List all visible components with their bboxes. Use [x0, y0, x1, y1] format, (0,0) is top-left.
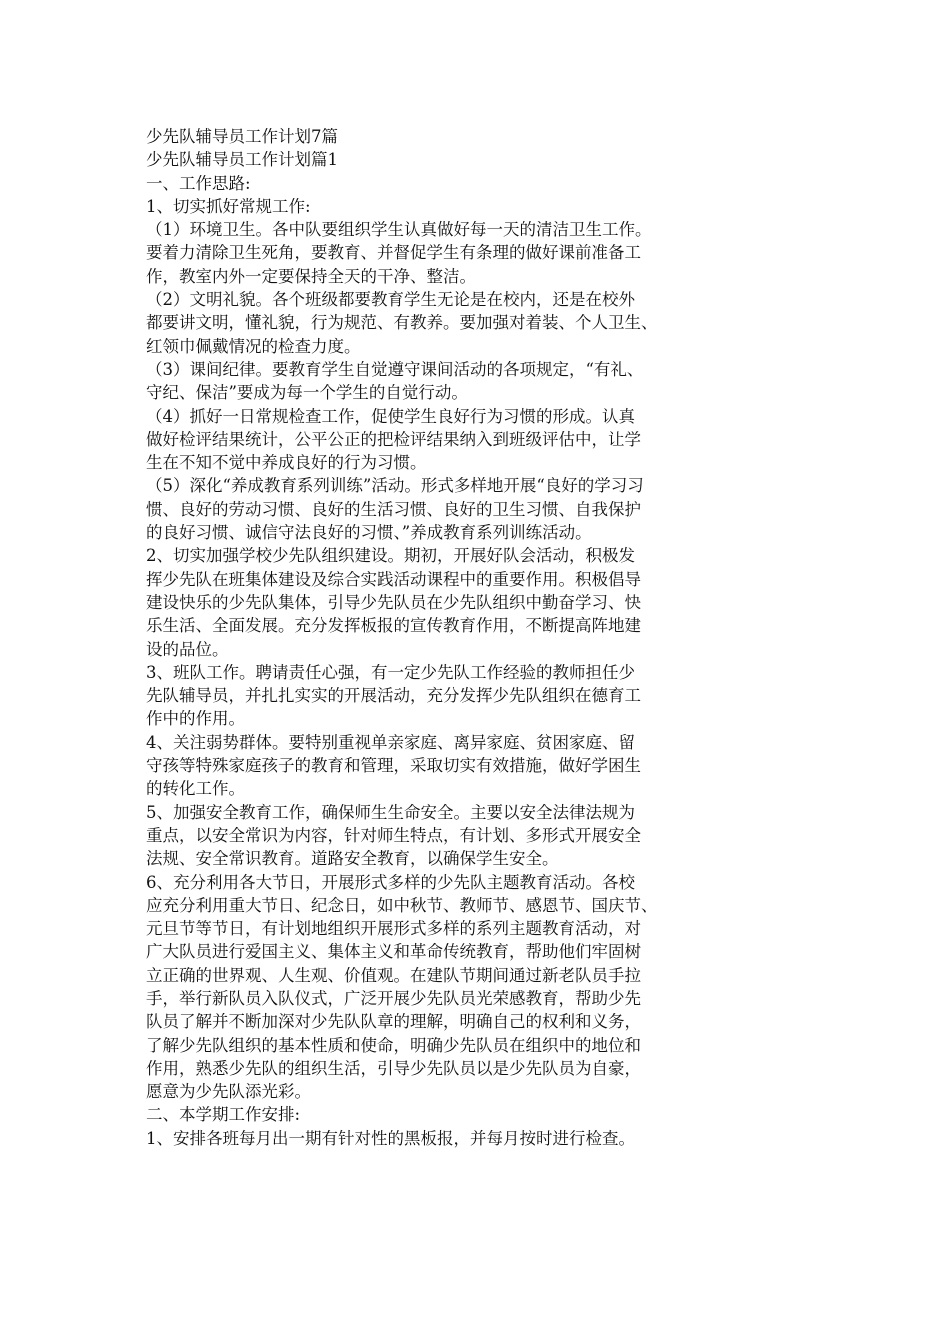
text-line: 生在不知不觉中养成良好的行为习惯。 — [146, 453, 427, 473]
text-line: 都要讲文明，懂礼貌，行为规范、有教养。要加强对着装、个人卫生、 — [146, 313, 658, 333]
text-line: 惯、良好的劳动习惯、良好的生活习惯、良好的卫生习惯、自我保护 — [146, 499, 641, 519]
text-line: 手，举行新队员入队仪式，广泛开展少先队员光荣感教育，帮助少先 — [146, 988, 641, 1008]
text-line: 元旦节等节日，有计划地组织开展形式多样的系列主题教育活动，对 — [146, 919, 641, 939]
text-line: 先队辅导员，并扎扎实实的开展活动，充分发挥少先队组织在德育工 — [146, 686, 641, 706]
text-line: 乐生活、全面发展。充分发挥板报的宣传教育作用，不断提高阵地建 — [146, 616, 641, 636]
text-line: 应充分利用重大节日、纪念日，如中秋节、教师节、感恩节、国庆节、 — [146, 895, 658, 915]
text-line: 作用，熟悉少先队的组织生活，引导少先队员以是少先队员为自豪， — [146, 1058, 641, 1078]
section-title: 少先队辅导员工作计划篇1 — [146, 150, 338, 170]
text-line: 守孩等特殊家庭孩子的教育和管理，采取切实有效措施，做好学困生 — [146, 756, 641, 776]
text-line: 的转化工作。 — [146, 779, 245, 799]
text-line: 愿意为少先队添光彩。 — [146, 1082, 311, 1102]
text-line: 2、切实加强学校少先队组织建设。期初，开展好队会活动，积极发 — [146, 546, 635, 566]
text-line: （2）文明礼貌。各个班级都要教育学生无论是在校内，还是在校外 — [146, 290, 635, 310]
text-line: 的良好习惯、诚信守法良好的习惯、”养成教育系列训练活动。 — [146, 523, 592, 543]
text-line: 守纪、保洁”要成为每一个学生的自觉行动。 — [146, 383, 468, 403]
text-line: 广大队员进行爱国主义、集体主义和革命传统教育，帮助他们牢固树 — [146, 942, 641, 962]
text-line: 设的品位。 — [146, 639, 229, 659]
text-line: （5）深化“养成教育系列训练”活动。形式多样地开展“良好的学习习 — [146, 476, 644, 496]
text-line: 作中的作用。 — [146, 709, 245, 729]
document-body — [146, 125, 786, 1150]
text-line: 重点，以安全常识为内容，针对师生特点，有计划、多形式开展安全 — [146, 825, 641, 845]
text-line: 6、充分利用各大节日，开展形式多样的少先队主题教育活动。各校 — [146, 872, 635, 892]
text-line: 建设快乐的少先队集体，引导少先队员在少先队组织中勤奋学习、快 — [146, 592, 641, 612]
text-line: 队员了解并不断加深对少先队队章的理解，明确自己的权利和义务， — [146, 1012, 641, 1032]
text-line: 作，教室内外一定要保持全天的干净、整洁。 — [146, 266, 476, 286]
text-line: 1、切实抓好常规工作: — [146, 196, 311, 216]
text-line: （3）课间纪律。要教育学生自觉遵守课间活动的各项规定，“有礼、 — [146, 359, 644, 379]
text-line: 3、班队工作。聘请责任心强，有一定少先队工作经验的教师担任少 — [146, 662, 635, 682]
text-line: 要着力清除卫生死角，要教育、并督促学生有条理的做好课前准备工 — [146, 243, 641, 263]
text-line: 做好检评结果统计，公平公正的把检评结果纳入到班级评估中，让学 — [146, 429, 641, 449]
text-line: （4）抓好一日常规检查工作，促使学生良好行为习惯的形成。认真 — [146, 406, 635, 426]
text-line: 5、加强安全教育工作，确保师生生命安全。主要以安全法律法规为 — [146, 802, 635, 822]
text-line: （1）环境卫生。各中队要组织学生认真做好每一天的清洁卫生工作。 — [146, 220, 652, 240]
text-line: 1、安排各班每月出一期有针对性的黑板报，并每月按时进行检查。 — [146, 1128, 635, 1148]
heading-semester-plan: 二、本学期工作安排: — [146, 1105, 301, 1125]
text-line: 挥少先队在班集体建设及综合实践活动课程中的重要作用。积极倡导 — [146, 569, 641, 589]
text-line: 法规、安全常识教育。道路安全教育，以确保学生安全。 — [146, 849, 559, 869]
heading-work-ideas: 一、工作思路: — [146, 173, 251, 193]
text-line: 了解少先队组织的基本性质和使命，明确少先队员在组织中的地位和 — [146, 1035, 641, 1055]
document-title: 少先队辅导员工作计划7篇 — [146, 127, 338, 146]
text-line: 4、关注弱势群体。要特别重视单亲家庭、离异家庭、贫困家庭、留 — [146, 732, 635, 752]
text-line: 红领巾佩戴情况的检查力度。 — [146, 336, 361, 356]
text-line: 立正确的世界观、人生观、价值观。在建队节期间通过新老队员手拉 — [146, 965, 641, 985]
